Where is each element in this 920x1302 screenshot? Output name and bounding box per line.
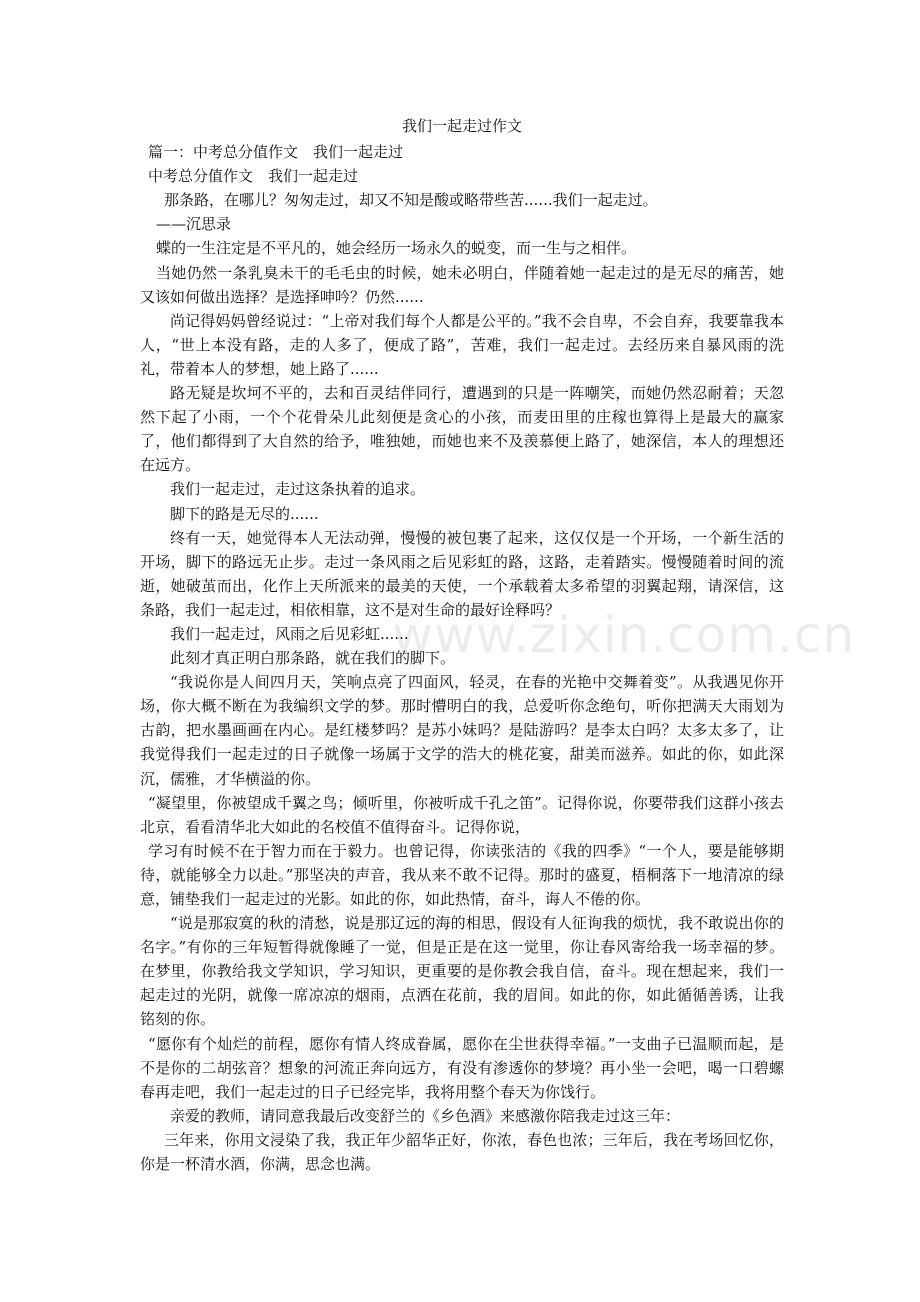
paragraph: 脚下的路是无尽的...... bbox=[170, 504, 319, 523]
paragraph: “说是那寂寞的秋的清愁，说是那辽远的海的相思，假设有人征询我的烦忧，我不敢说出你的名字。”有你的三年短暂得就像睡了一觉，但是正是在这一觉里，你让春风寄给我一场幸福的梦。在梦里，你教给我文学知识，学习知识，更重要的是你教会我自信，奋斗。现在想起来，我们一起走过的光阴，就像一席凉凉的烟雨，点洒在花前，我的眉间。如此的你，如此循循善诱，让我铭刻的你。 bbox=[140, 914, 784, 1029]
paragraph: 终有一天，她觉得本人无法动弹，慢慢的被包裹了起来，这仅仅是一个开场，一个新生活的开场，脚下的路远无止步。走过一条风雨之后见彩虹的路，这路，走着踏实。慢慢随着时间的流逝，她破茧而出，化作上天所派来的最美的天使，一个承载着太多希望的羽翼起翔，请深信，这条路，我们一起走过，相依相靠，这不是对生命的最好诠释吗？ bbox=[140, 528, 784, 619]
paragraph: 我们一起走过，风雨之后见彩虹...... bbox=[170, 624, 409, 643]
paragraph: 此刻才真正明白那条路，就在我们的脚下。 bbox=[170, 649, 456, 668]
paragraph: 中考总分值作文 我们一起走过 bbox=[148, 167, 359, 186]
document-body bbox=[140, 114, 784, 1176]
paragraph: 亲爱的教师，请同意我最后改变舒兰的《乡色酒》来感激你陪我走过这三年： bbox=[170, 1106, 681, 1125]
paragraph: ——沉思录 bbox=[156, 215, 232, 234]
paragraph: 我们一起走过，走过这条执着的追求。 bbox=[170, 480, 426, 499]
watermark: www.zixin.com.cn bbox=[392, 606, 856, 664]
paragraph: 篇一：中考总分值作文 我们一起走过 bbox=[148, 143, 404, 162]
paragraph: 当她仍然一条乳臭未干的毛毛虫的时候，她未必明白，伴随着她一起走过的是无尽的痛苦，她又该如何做出选择？是选择呻吟？仍然...... bbox=[140, 263, 784, 306]
document-title: 我们一起走过作文 bbox=[401, 117, 522, 135]
paragraph: “凝望里，你被望成千翼之鸟；倾听里，你被听成千孔之笛”。记得你说，你要带我们这群小孩去北京，看看清华北大如此的名校值不值得奋斗。记得你说， bbox=[140, 793, 784, 836]
paragraph: 尚记得妈妈曾经说过：“上帝对我们每个人都是公平的。”我不会自卑，不会自弃，我要靠我本人，“世上本没有路，走的人多了，便成了路”，苦难，我们一起走过。去经历来自暴风雨的洗礼，带着本人的梦想，她上路了...... bbox=[140, 311, 784, 378]
paragraph: “我说你是人间四月天，笑响点亮了四面风，轻灵，在春的光艳中交舞着变”。从我遇见你开场，你大概不断在为我编织文学的梦。那时懵明白的我，总爱听你念绝句，听你把满天大雨划为古韵，把水墨画画在内心。是红楼梦吗？是苏小妹吗？是陆游吗？是李太白吗？太多太多了，让我觉得我们一起走过的日子就像一场属于文学的浩大的桃花宴，甜美而滋养。如此的你，如此深沉，儒雅，才华横溢的你。 bbox=[140, 673, 784, 788]
paragraph: 学习有时候不在于智力而在于毅力。也曾记得，你读张洁的《我的四季》“一个人，要是能够期待，就能够全力以赴。”那坚决的声音，我从来不敢不记得。那时的盛夏，梧桐落下一地清凉的绿意，铺垫我们一起走过的光影。如此的你，如此热情，奋斗，诲人不倦的你。 bbox=[140, 841, 784, 908]
paragraph: 蝶的一生注定是不平凡的，她会经历一场永久的蜕变，而一生与之相伴。 bbox=[156, 239, 637, 258]
paragraph: 三年来，你用文浸染了我，我正年少韶华正好，你浓，春色也浓；三年后，我在考场回忆你，你是一杯清水酒，你满，思念也满。 bbox=[140, 1130, 784, 1174]
paragraph: 路无疑是坎坷不平的，去和百灵结伴同行，遭遇到的只是一阵嘲笑，而她仍然忍耐着；天忽然下起了小雨，一个个花骨朵儿此刻便是贪心的小孩，而麦田里的庄稼也算得上是最大的赢家了，他们都得到了大自然的给予，唯独她，而她也来不及羡慕便上路了，她深信，本人的理想还在远方。 bbox=[140, 384, 784, 475]
paragraph: 那条路，在哪儿？匆匆走过，却又不知是酸或略带些苦......我们一起走过。 bbox=[164, 191, 658, 210]
paragraph: “愿你有个灿烂的前程，愿你有情人终成眷属，愿你在尘世获得幸福。”一支曲子已温顺而起，是不是你的二胡弦音？想象的河流正奔向远方，有没有渗透你的梦境？再小坐一会吧，喝一口碧螺春再走吧，我们一起走过的日子已经完毕，我将用整个春天为你饯行。 bbox=[140, 1034, 784, 1101]
